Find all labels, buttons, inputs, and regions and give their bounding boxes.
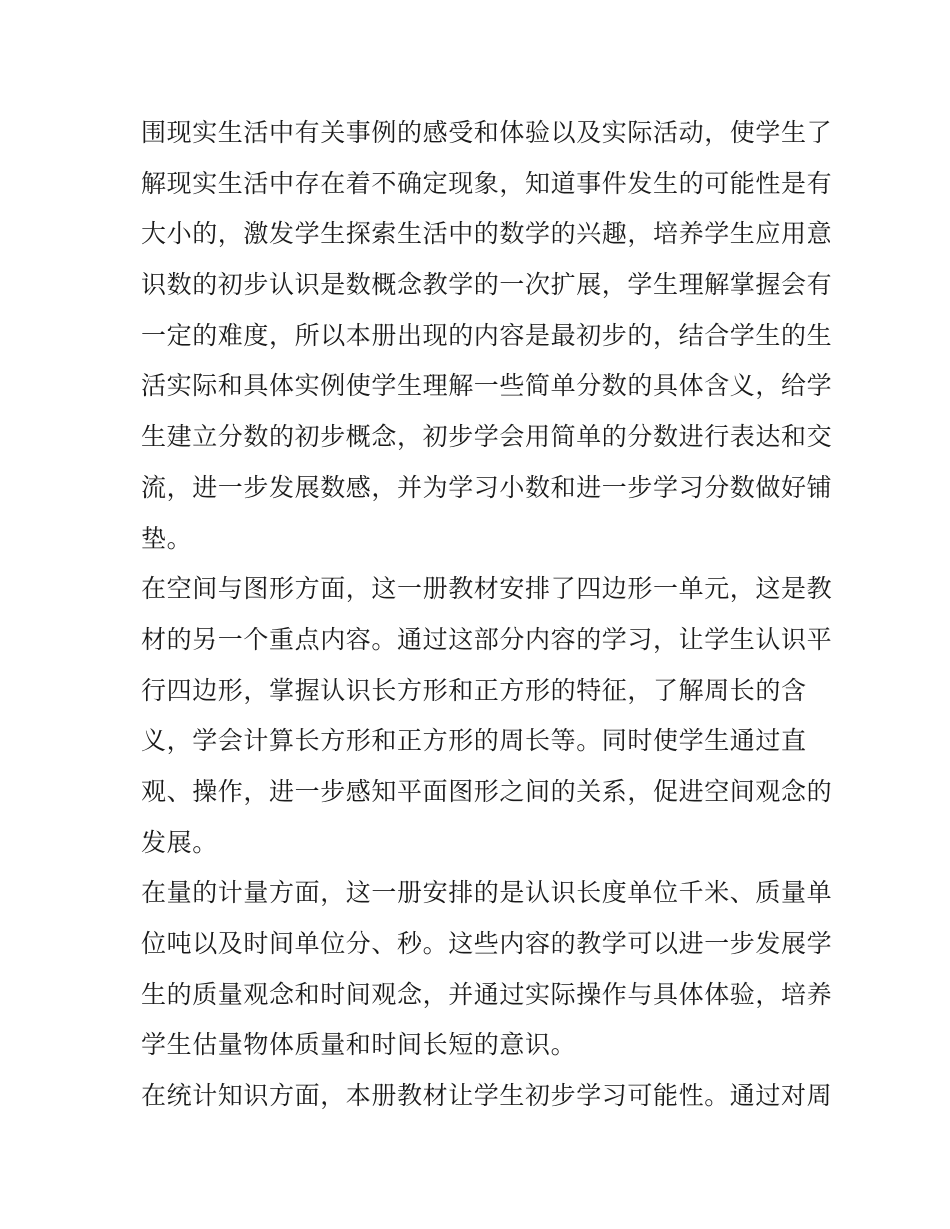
text-line: 发展。 [141, 827, 218, 857]
text-line: 大小的，激发学生探索生活中的数学的兴趣，培养学生应用意 [141, 219, 833, 249]
document-body [141, 108, 833, 1122]
text-line: 学生估量物体质量和时间长短的意识。 [141, 1030, 577, 1060]
text-line: 材的另一个重点内容。通过这部分内容的学习，让学生认识平 [141, 624, 833, 654]
text-line: 垫。 [141, 523, 193, 553]
text-line: 位吨以及时间单位分、秒。这些内容的教学可以进一步发展学 [141, 929, 833, 958]
text-line: 流，进一步发展数感，并为学习小数和进一步学习分数做好铺 [141, 472, 833, 502]
text-line: 一定的难度，所以本册出现的内容是最初步的，结合学生的生 [141, 320, 833, 350]
text-line: 活实际和具体实例使学生理解一些简单分数的具体含义，给学 [141, 371, 833, 401]
text-line: 解现实生活中存在着不确定现象，知道事件发生的可能性是有 [141, 168, 833, 198]
text-line: 义，学会计算长方形和正方形的周长等。同时使学生通过直 [141, 726, 807, 756]
text-line: 在统计知识方面，本册教材让学生初步学习可能性。通过对周 [141, 1081, 833, 1111]
text-line: 行四边形，掌握认识长方形和正方形的特征，了解周长的含 [141, 675, 807, 705]
text-line: 在空间与图形方面，这一册教材安排了四边形一单元，这是教 [141, 574, 833, 604]
text-line: 生的质量观念和时间观念，并通过实际操作与具体体验，培养 [141, 979, 833, 1009]
text-line: 在量的计量方面，这一册安排的是认识长度单位千米、质量单 [141, 878, 833, 908]
text-line: 观、操作，进一步感知平面图形之间的关系，促进空间观念的 [141, 776, 833, 806]
text-line: 生建立分数的初步概念，初步学会用简单的分数进行表达和交 [141, 422, 833, 452]
text-line: 识数的初步认识是数概念教学的一次扩展，学生理解掌握会有 [141, 270, 833, 300]
text-line: 围现实生活中有关事例的感受和体验以及实际活动，使学生了 [141, 118, 833, 147]
